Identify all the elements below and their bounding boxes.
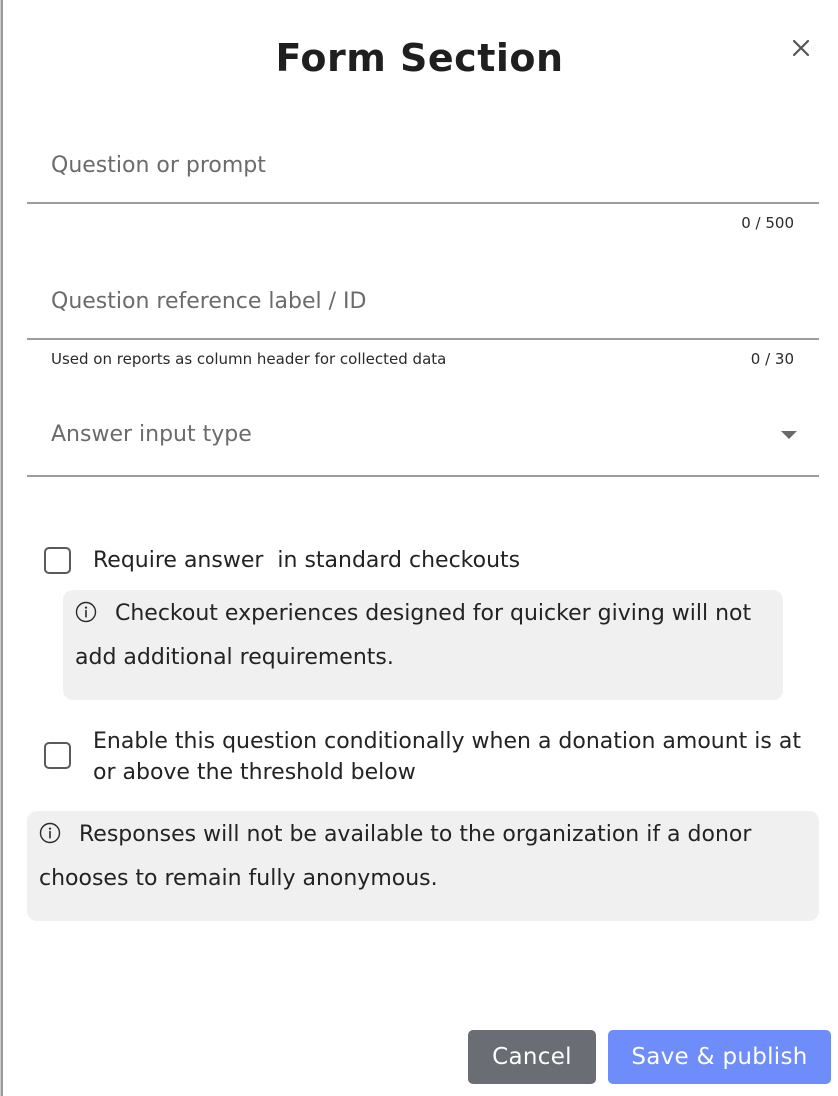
require-answer-info-box (63, 590, 783, 700)
anonymous-notice-box (27, 811, 819, 921)
info-icon (75, 601, 97, 623)
question-field-wrapper (27, 128, 819, 204)
answer-type-placeholder: Answer input type (51, 422, 252, 447)
dropdown-arrow-icon (781, 431, 797, 439)
question-char-counter: 0 / 500 (741, 214, 794, 232)
conditional-label: Enable this question conditionally when a donation amount is at or above the threshold below (93, 729, 801, 785)
dialog-title: Form Section (275, 36, 564, 80)
anonymous-notice-text: Responses will not be available to the organization if a donor chooses to remain fully anonymous. (39, 822, 752, 891)
require-answer-info-text: Checkout experiences designed for quicker giving will not add additional requirements. (75, 601, 752, 670)
cancel-button[interactable]: Cancel (468, 1030, 596, 1084)
answer-type-select[interactable] (27, 400, 819, 477)
close-icon (785, 32, 817, 64)
require-answer-label: Require answer in standard checkouts (93, 548, 521, 573)
reference-char-counter: 0 / 30 (750, 350, 794, 368)
reference-field-wrapper (27, 264, 819, 340)
save-publish-button[interactable]: Save & publish (608, 1030, 831, 1084)
reference-helper-text: Used on reports as column header for collected data (51, 350, 447, 368)
require-answer-checkbox[interactable] (44, 547, 71, 574)
conditional-checkbox[interactable] (44, 742, 71, 769)
close-button[interactable] (785, 32, 817, 64)
info-icon (39, 822, 61, 844)
reference-label-input[interactable] (27, 264, 819, 338)
question-input[interactable] (27, 128, 819, 202)
left-edge (1, 0, 3, 1096)
